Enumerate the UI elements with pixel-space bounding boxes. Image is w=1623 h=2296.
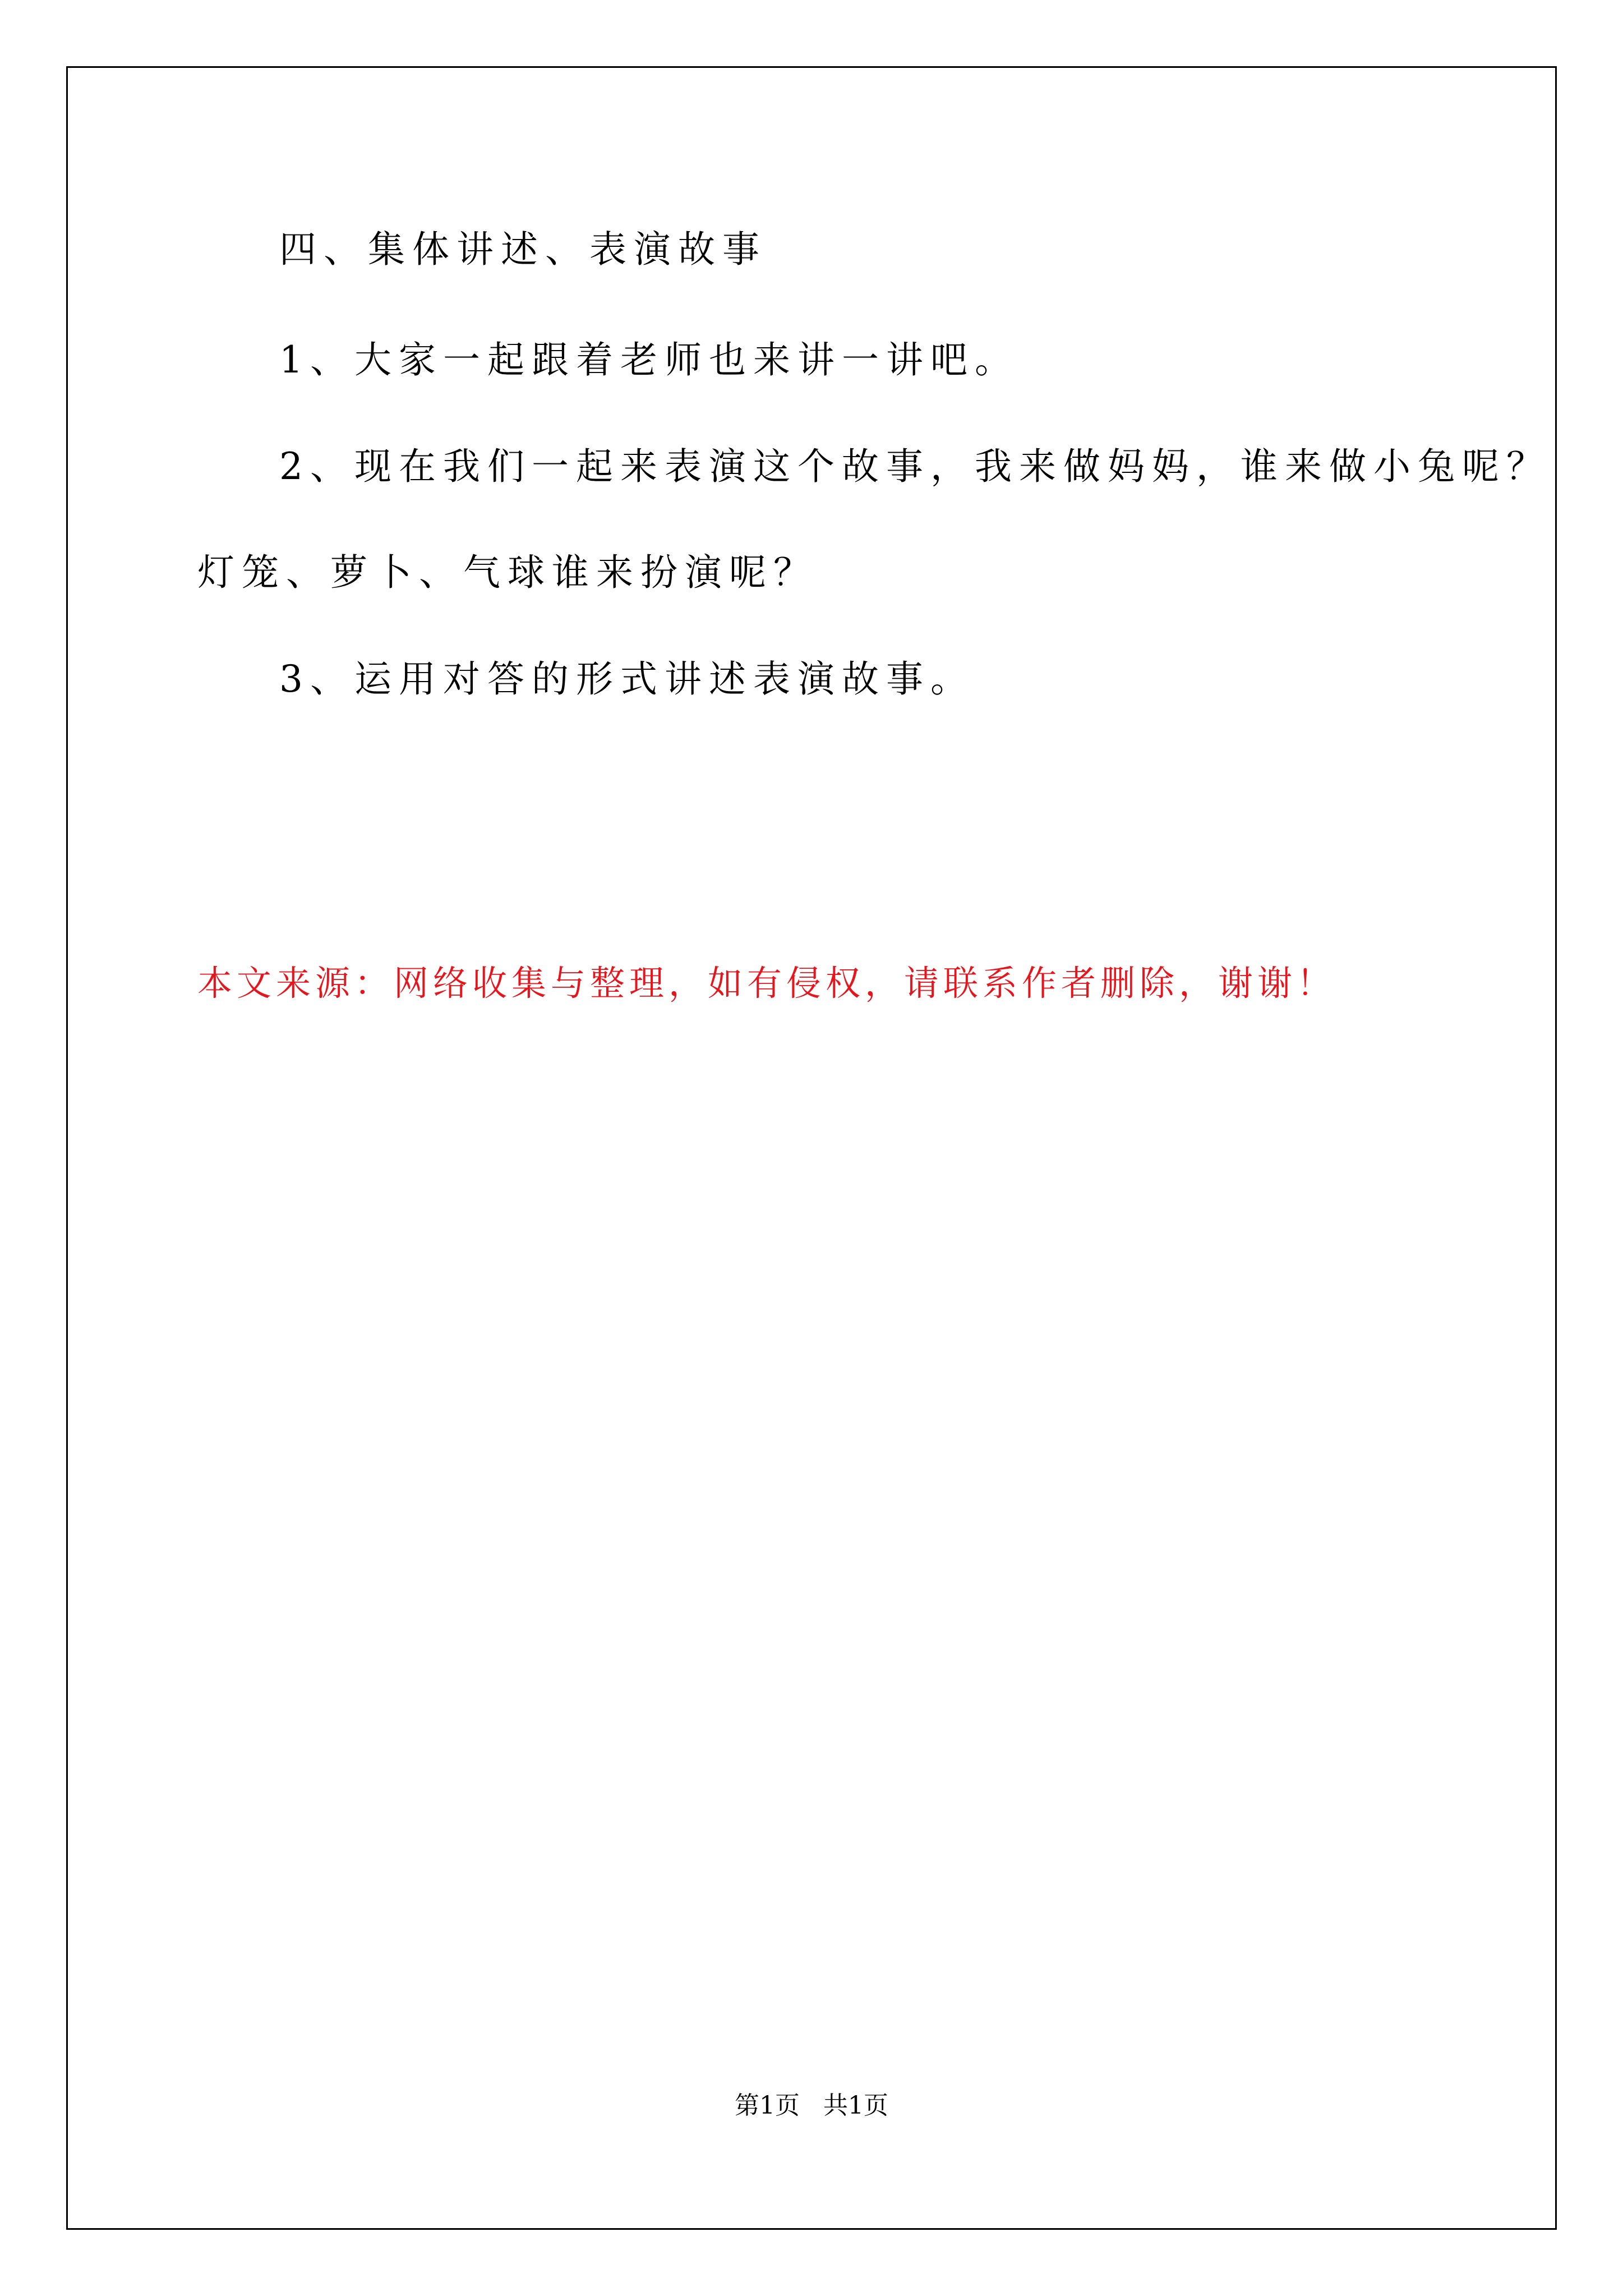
section-heading: 四、集体讲述、表演故事: [279, 228, 767, 271]
page-number-footer: 第1页 共1页: [735, 2091, 888, 2120]
page-border: [66, 66, 1557, 2230]
paragraph-item-1: 1、大家一起跟着老师也来讲一讲吧。: [279, 338, 1019, 381]
source-note: 本文来源：网络收集与整理，如有侵权，请联系作者删除，谢谢！: [197, 963, 1336, 1004]
paragraph-item-2-continued: 灯笼、萝卜、气球谁来扮演呢？: [197, 551, 818, 594]
paragraph-item-3: 3、运用对答的形式讲述表演故事。: [279, 657, 975, 701]
paragraph-item-2: 2、现在我们一起来表演这个故事，我来做妈妈，谁来做小兔呢？: [279, 445, 1551, 488]
